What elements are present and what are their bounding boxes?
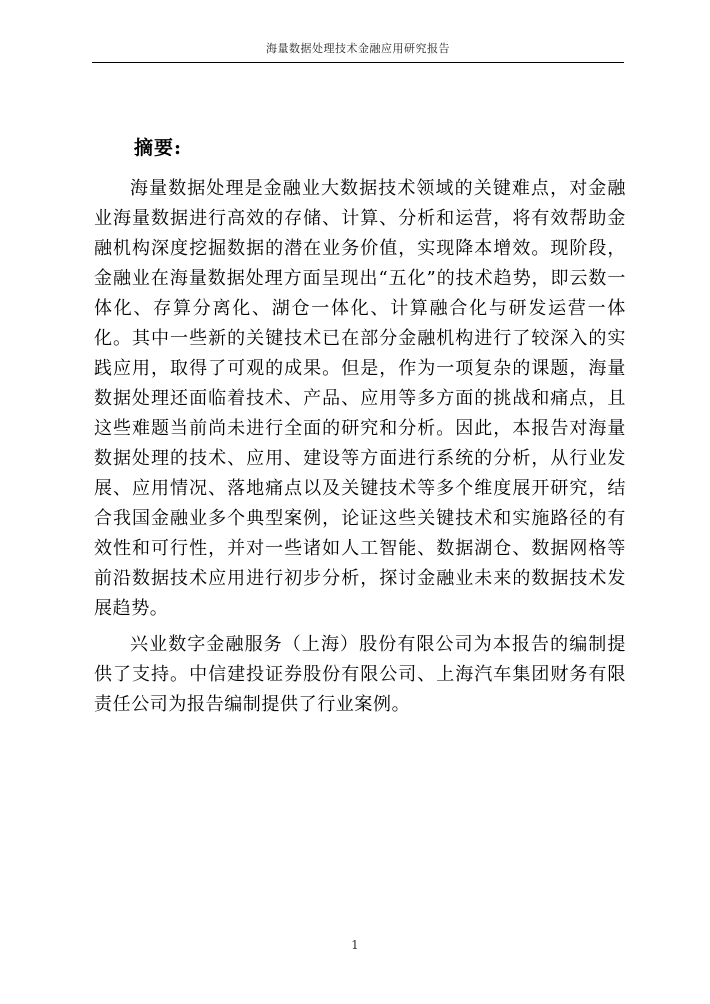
abstract-paragraph-1: 海量数据处理是金融业大数据技术领域的关键难点，对金融业海量数据进行高效的存储、计算、分析和运营，将有效帮助金融机构深度挖掘数据的潜在业务价值，实现降本增效。现阶段，金融业在海量数据处理方面呈现出“五化”的技术趋势，即云数一体化、存算分离化、湖仓一体化、计算融合化与研发运营一体化。其中一些新的关键技术已在部分金融机构进行了较深入的实践应用，取得了可观的成果。但是，作为一项复杂的课题，海量数据处理还面临着技术、产品、应用等多方面的挑战和痛点，且这些难题当前尚未进行全面的研究和分析。因此，本报告对海量数据处理的技术、应用、建设等方面进行系统的分析，从行业发展、应用情况、落地痛点以及关键技术等多个维度展开研究，结合我国金融业多个典型案例，论证这些关键技术和实施路径的有效性和可行性，并对一些诸如人工智能、数据湖仓、数据网格等前沿数据技术应用进行初步分析，探讨金融业未来的数据技术发展趋势。 [94, 178, 626, 619]
running-header: 海量数据处理技术金融应用研究报告 [266, 42, 450, 55]
abstract-paragraph-2: 兴业数字金融服务（上海）股份有限公司为本报告的编制提供了支持。中信建投证券股份有限公司、上海汽车集团财务有限责任公司为报告编制提供了行业案例。 [94, 634, 626, 715]
page-number: 1 [351, 938, 359, 952]
header-divider [92, 62, 624, 63]
abstract-section [94, 128, 626, 720]
abstract-heading: 摘要: [134, 137, 183, 159]
